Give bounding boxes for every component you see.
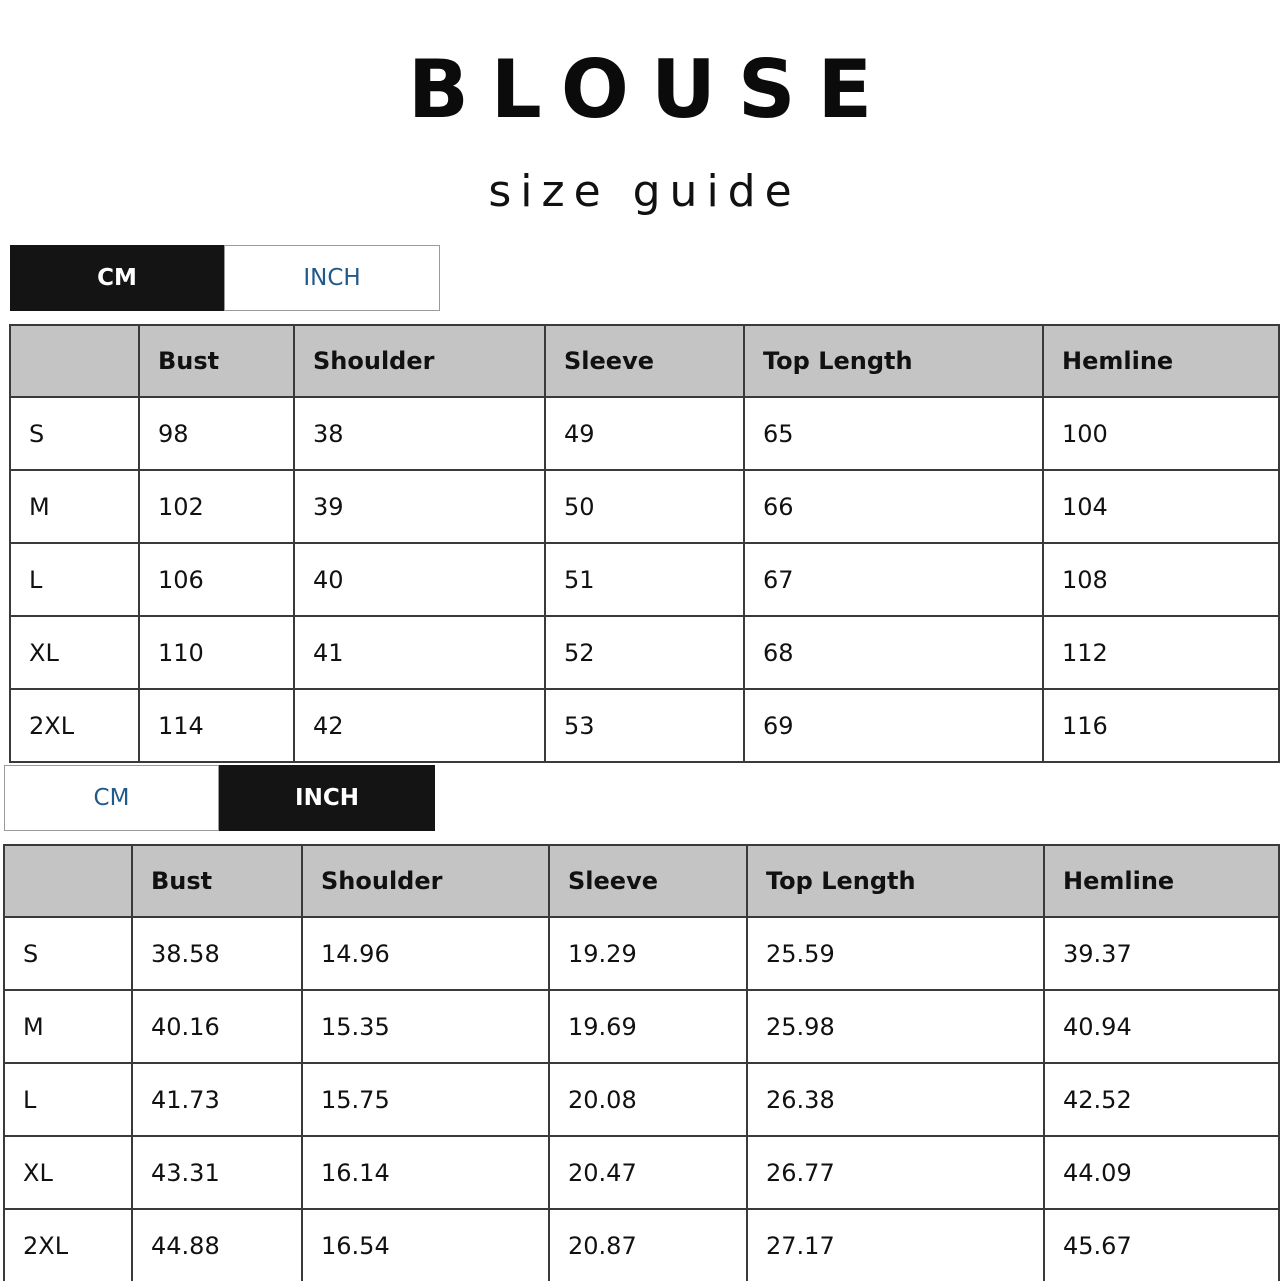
table-row	[10, 543, 1279, 616]
shoulder-cell: 41	[294, 616, 545, 689]
size-cell: S	[10, 397, 139, 470]
inch-tab[interactable]: INCH	[219, 765, 435, 831]
header-cell-hemline: Hemline	[1044, 845, 1279, 917]
cm-tab[interactable]: CM	[4, 765, 219, 831]
sleeve-cell: 51	[545, 543, 744, 616]
table-row	[10, 397, 1279, 470]
size-cell: M	[4, 990, 132, 1063]
top-length-cell: 67	[744, 543, 1043, 616]
table-row	[4, 917, 1279, 990]
size-table-cm	[9, 324, 1280, 763]
shoulder-cell: 39	[294, 470, 545, 543]
table-row	[10, 616, 1279, 689]
top-length-cell: 25.98	[747, 990, 1044, 1063]
hemline-cell: 100	[1043, 397, 1279, 470]
top-length-cell: 25.59	[747, 917, 1044, 990]
header-cell-size	[10, 325, 139, 397]
header-cell-size	[4, 845, 132, 917]
unit-toggle-cm-table	[10, 245, 440, 311]
sleeve-cell: 49	[545, 397, 744, 470]
bust-cell: 38.58	[132, 917, 302, 990]
hemline-cell: 40.94	[1044, 990, 1279, 1063]
sleeve-cell: 52	[545, 616, 744, 689]
bust-cell: 41.73	[132, 1063, 302, 1136]
top-length-cell: 27.17	[747, 1209, 1044, 1281]
table-row	[4, 990, 1279, 1063]
unit-toggle-inch-table	[4, 765, 435, 831]
sleeve-cell: 20.47	[549, 1136, 747, 1209]
shoulder-cell: 16.14	[302, 1136, 549, 1209]
sleeve-cell: 53	[545, 689, 744, 762]
shoulder-cell: 15.35	[302, 990, 549, 1063]
shoulder-cell: 40	[294, 543, 545, 616]
top-length-cell: 69	[744, 689, 1043, 762]
sleeve-cell: 20.08	[549, 1063, 747, 1136]
hemline-cell: 112	[1043, 616, 1279, 689]
page-subtitle: size guide	[488, 166, 801, 217]
header-cell-top-length: Top Length	[744, 325, 1043, 397]
sleeve-cell: 20.87	[549, 1209, 747, 1281]
size-cell: 2XL	[4, 1209, 132, 1281]
hemline-cell: 104	[1043, 470, 1279, 543]
bust-cell: 102	[139, 470, 294, 543]
table-row	[4, 1209, 1279, 1281]
header-cell-sleeve: Sleeve	[545, 325, 744, 397]
hemline-cell: 116	[1043, 689, 1279, 762]
cm-tab[interactable]: CM	[10, 245, 224, 311]
header-cell-hemline: Hemline	[1043, 325, 1279, 397]
sleeve-cell: 50	[545, 470, 744, 543]
hemline-cell: 42.52	[1044, 1063, 1279, 1136]
bust-cell: 40.16	[132, 990, 302, 1063]
shoulder-cell: 42	[294, 689, 545, 762]
header-cell-bust: Bust	[139, 325, 294, 397]
shoulder-cell: 14.96	[302, 917, 549, 990]
header-cell-top-length: Top Length	[747, 845, 1044, 917]
size-cell: M	[10, 470, 139, 543]
hemline-cell: 44.09	[1044, 1136, 1279, 1209]
bust-cell: 106	[139, 543, 294, 616]
inch-tab[interactable]: INCH	[224, 245, 440, 311]
header-cell-sleeve: Sleeve	[549, 845, 747, 917]
size-cell: L	[10, 543, 139, 616]
table-row	[10, 470, 1279, 543]
hemline-cell: 108	[1043, 543, 1279, 616]
top-length-cell: 26.38	[747, 1063, 1044, 1136]
bust-cell: 44.88	[132, 1209, 302, 1281]
bust-cell: 114	[139, 689, 294, 762]
top-length-cell: 26.77	[747, 1136, 1044, 1209]
header-cell-shoulder: Shoulder	[302, 845, 549, 917]
size-cell: XL	[4, 1136, 132, 1209]
top-length-cell: 68	[744, 616, 1043, 689]
shoulder-cell: 15.75	[302, 1063, 549, 1136]
size-cell: 2XL	[10, 689, 139, 762]
shoulder-cell: 16.54	[302, 1209, 549, 1281]
table-row	[4, 1136, 1279, 1209]
size-cell: L	[4, 1063, 132, 1136]
top-length-cell: 65	[744, 397, 1043, 470]
table-row	[4, 1063, 1279, 1136]
size-table-inch	[3, 844, 1280, 1281]
page-title: BLOUSE	[407, 43, 895, 136]
header-cell-bust: Bust	[132, 845, 302, 917]
hemline-cell: 45.67	[1044, 1209, 1279, 1281]
sleeve-cell: 19.29	[549, 917, 747, 990]
bust-cell: 43.31	[132, 1136, 302, 1209]
size-cell: S	[4, 917, 132, 990]
table-header-row	[4, 845, 1279, 917]
header-cell-shoulder: Shoulder	[294, 325, 545, 397]
sleeve-cell: 19.69	[549, 990, 747, 1063]
size-cell: XL	[10, 616, 139, 689]
bust-cell: 98	[139, 397, 294, 470]
top-length-cell: 66	[744, 470, 1043, 543]
table-row	[10, 689, 1279, 762]
shoulder-cell: 38	[294, 397, 545, 470]
bust-cell: 110	[139, 616, 294, 689]
table-header-row	[10, 325, 1279, 397]
hemline-cell: 39.37	[1044, 917, 1279, 990]
